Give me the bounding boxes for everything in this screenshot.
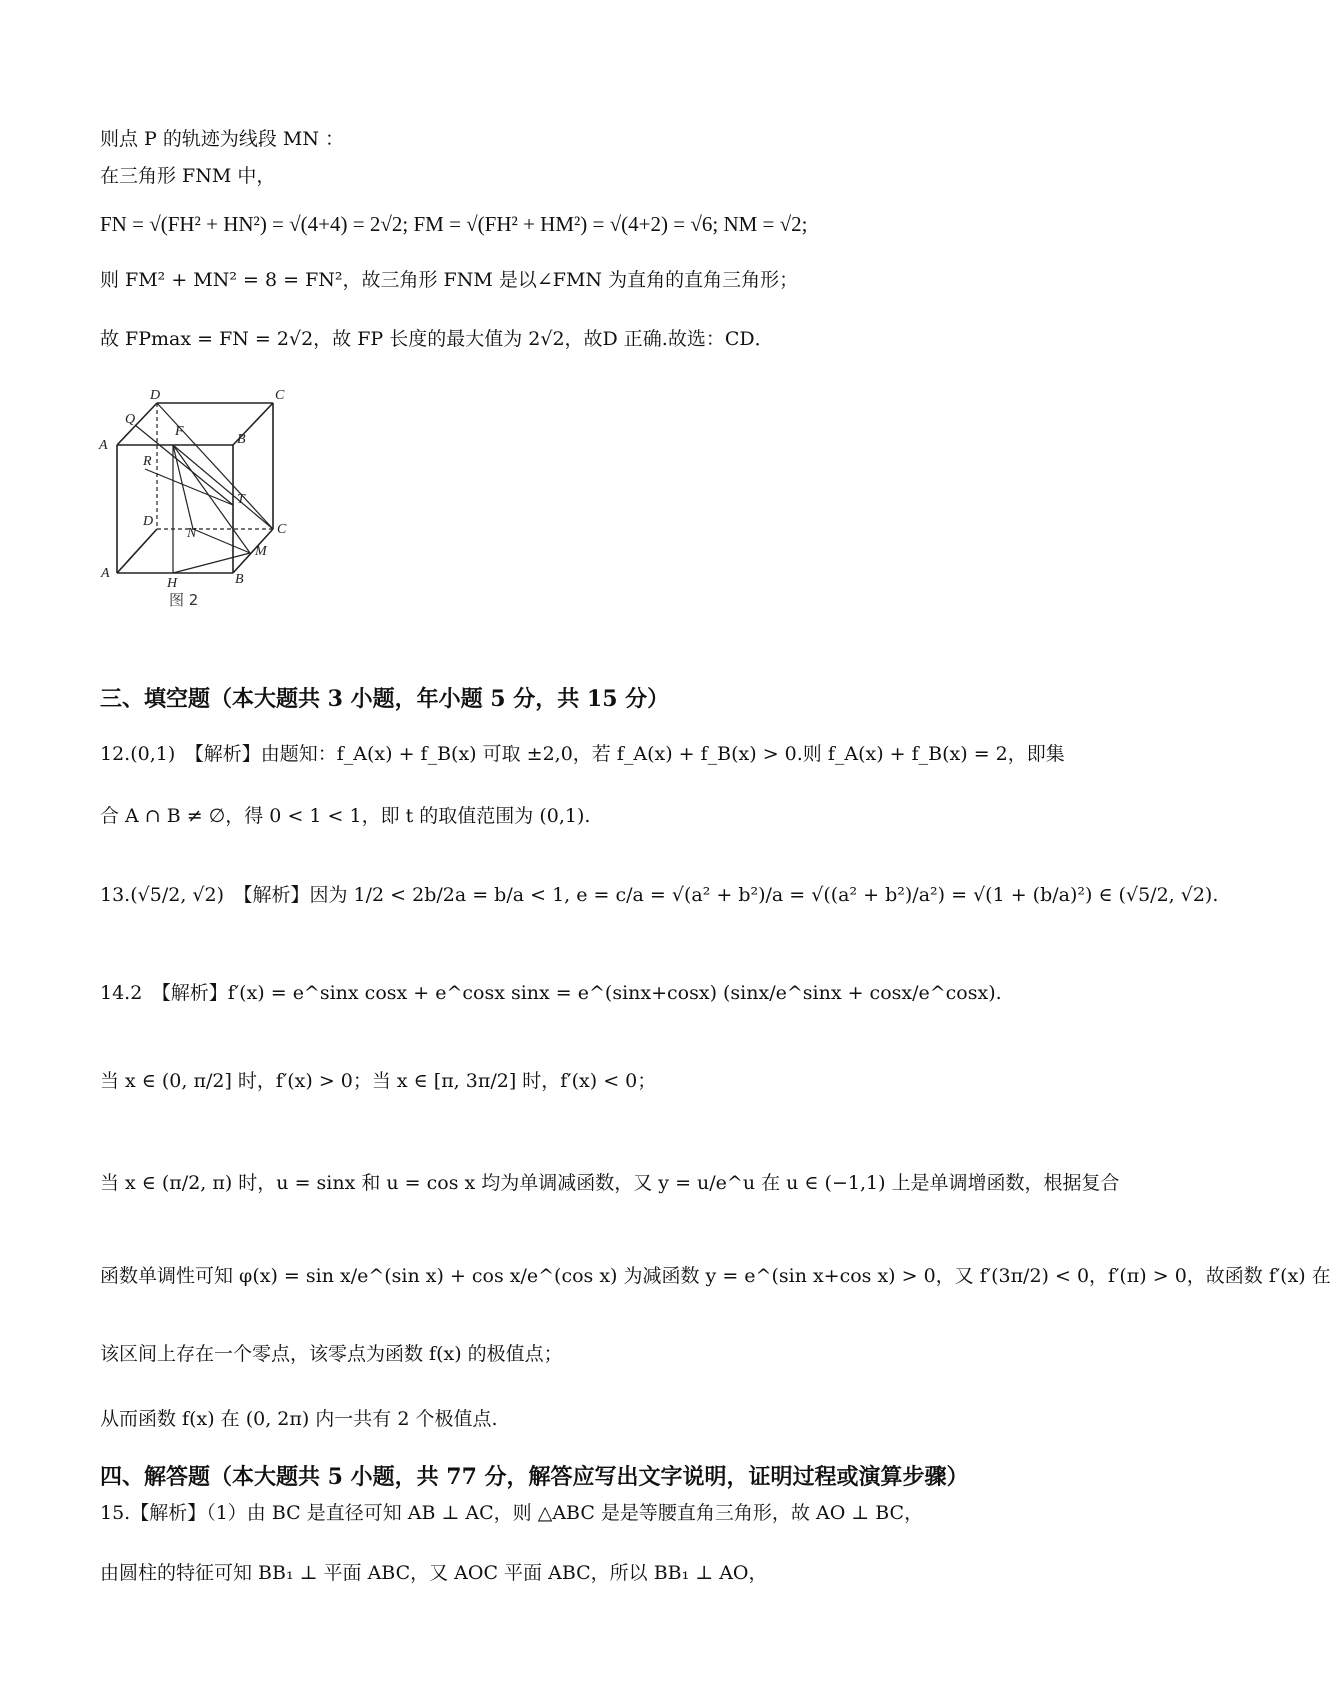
q13-line: 13.(√5/2, √2) 【解析】因为 1/2 < 2b/2a = b/a < 1, e = c/a = √(a² + b²)/a = √((a² + b²)/a²) = √(1 + (b/a)²) ∈ (√5/2, √2). [100,884,1219,906]
section-heading-fill-in: 三、填空题（本大题共 3 小题，年小题 5 分，共 15 分） [100,686,670,712]
text-line-triangle: 在三角形 FNM 中， [100,165,276,187]
figure-label: Q [125,412,136,427]
figure-label: F [175,424,184,439]
q14-line-3: 当 x ∈ (π/2, π) 时，u = sinx 和 u = cos x 均为单调减函数，又 y = u/e^u 在 u ∈ (−1,1) 上是单调增函数，根据复合 [100,1172,1120,1194]
text-line-right-triangle: 则 FM² + MN² = 8 = FN²，故三角形 FNM 是以∠FMN 为直角的直角三角形； [100,269,799,291]
figure-label: H [167,576,178,591]
q12-line-1: 12.(0,1) 【解析】由题知：f_A(x) + f_B(x) 可取 ±2,0，若 f_A(x) + f_B(x) > 0.则 f_A(x) + f_B(x) = 2，即集 [100,743,1065,765]
q14-line-2: 当 x ∈ (0, π/2] 时，f′(x) > 0；当 x ∈ [π, 3π/2] 时，f′(x) < 0； [100,1070,657,1092]
figure-label: C [275,388,285,403]
q14-line-4: 函数单调性可知 φ(x) = sin x/e^(sin x) + cos x/e^(cos x) 为减函数 y = e^(sin x+cos x) > 0，又 f′(3π/2) < 0，f′(π) > 0，故函数 f′(x) 在 [100,1265,1331,1287]
figure-caption: 图 2 [169,591,199,609]
equation-lengths: FN = √(FH² + HN²) = √(4+4) = 2√2; FM = √(FH² + HM²) = √(4+2) = √6; NM = √2; [100,212,808,236]
q14-line-6: 从而函数 f(x) 在 (0, 2π) 内一共有 2 个极值点. [100,1408,498,1430]
figure-label: B [235,572,244,587]
figure-label: B [237,432,246,447]
figure-label: R [143,454,152,469]
figure-label: A [99,438,108,453]
text-line-locus: 则点 P 的轨迹为线段 MN ： [100,128,345,150]
q14-line-5: 该区间上存在一个零点，该零点为函数 f(x) 的极值点； [100,1343,563,1365]
q14-line-1: 14.2 【解析】f′(x) = e^sinx cosx + e^cosx sinx = e^(sinx+cosx) (sinx/e^sinx + cosx/e^cosx). [100,982,1002,1004]
figure-label: A [101,566,110,581]
figure-label: T [237,492,245,507]
q15-line-1: 15.【解析】（1）由 BC 是直径可知 AB ⊥ AC，则 △ABC 是是等腰直角三角形，故 AO ⊥ BC， [100,1502,924,1524]
cube-figure [95,388,335,660]
figure-label: N [187,526,197,541]
figure-label: D [150,388,161,403]
figure-label: C [277,522,287,537]
q15-line-2: 由圆柱的特征可知 BB₁ ⊥ 平面 ABC，又 AOC 平面 ABC，所以 BB₁ ⊥ AO， [100,1562,768,1584]
figure-label: M [255,544,267,559]
text-line-max: 故 FPmax = FN = 2√2，故 FP 长度的最大值为 2√2，故D 正确.故选：CD． [100,328,774,350]
figure-label: D [143,514,154,529]
section-heading-solutions: 四、解答题（本大题共 5 小题，共 77 分，解答应写出文字说明，证明过程或演算步骤） [100,1464,969,1490]
q12-line-2: 合 A ∩ B ≠ ∅，得 0 < 1 < 1，即 t 的取值范围为 (0,1). [100,805,591,827]
